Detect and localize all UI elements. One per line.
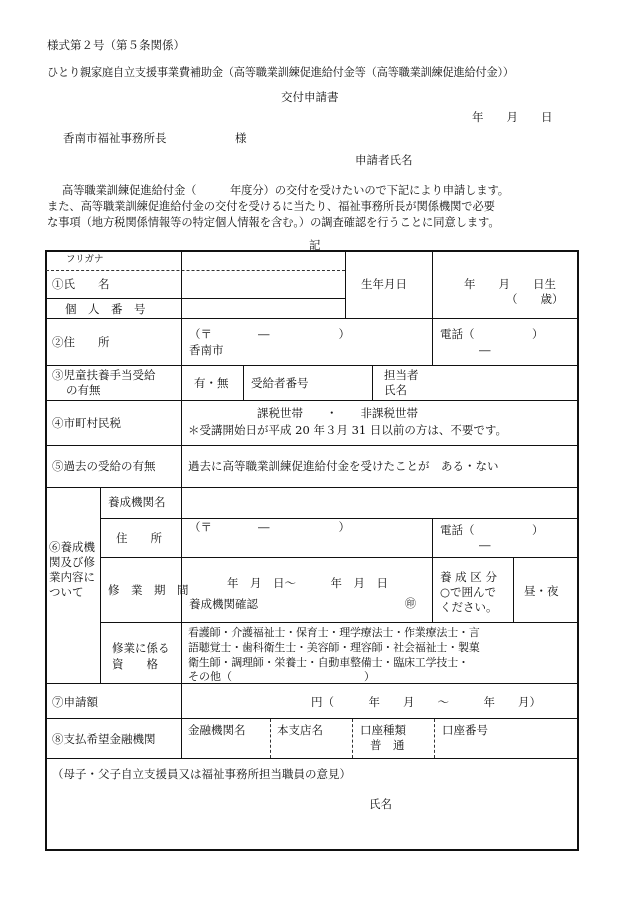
allowance-choice[interactable]: 有・無 xyxy=(194,376,229,390)
age-value[interactable]: （ 歳） xyxy=(506,292,564,306)
allowance-label-2: の有無 xyxy=(66,383,101,397)
form-subtitle: 交付申請書 xyxy=(281,90,339,104)
birth-date-value[interactable]: 年 月 日生 xyxy=(464,277,556,291)
day-night-choice[interactable]: 昼・夜 xyxy=(524,584,559,598)
phone-label[interactable]: 電話（ ） xyxy=(440,327,544,341)
bank-name-label[interactable]: 金融機関名 xyxy=(188,723,246,737)
form-number: 様式第２号（第５条関係） xyxy=(47,38,185,52)
qualification-label: 修業に係る xyxy=(112,641,170,655)
tax-label: ④市町村民税 xyxy=(52,416,121,430)
institution-name-label: 養成機関名 xyxy=(108,495,166,509)
form-title: ひとり親家庭自立支援事業費補助金（高等職業訓練促進給付金等（高等職業訓練促進給付金）） xyxy=(47,66,514,79)
division-label: 養 成 区 分 xyxy=(440,570,497,584)
address-label: ②住 所 xyxy=(52,335,110,349)
qualification-other[interactable]: その他（ ） xyxy=(188,670,375,683)
opinion-input[interactable] xyxy=(47,785,577,847)
honorific: 様 xyxy=(235,131,247,145)
staff-name-label[interactable]: 氏名 xyxy=(384,383,407,397)
institution-address-label: 住 所 xyxy=(116,531,162,545)
study-period-label: 修 業 期 間 xyxy=(108,583,189,597)
my-number-input[interactable] xyxy=(182,299,344,318)
past-receipt-label: ⑤過去の受給の有無 xyxy=(52,459,156,473)
seal-icon: ㊞ xyxy=(405,597,416,610)
amount-value[interactable]: 円（ 年 月 〜 年 月） xyxy=(311,695,541,709)
bank-label: ⑧支払希望金融機関 xyxy=(52,732,156,746)
institution-confirm-label: 養成機関確認 xyxy=(189,597,258,611)
intro-line-3: な事項（地方税関係情報等の特定個人情報を含む。）の調査確認を行うことに同意します。 xyxy=(47,216,500,229)
staff-label: 担当者 xyxy=(384,368,419,382)
tax-choice[interactable]: 課税世帯 ・ 非課税世帯 xyxy=(257,406,418,420)
signature-label: 氏名 xyxy=(369,797,392,811)
addressee: 香南市福祉事務所長 xyxy=(63,131,167,145)
phone-dash: ― xyxy=(479,343,491,357)
study-period-value[interactable]: 年 月 日〜 年 月 日 xyxy=(227,576,388,590)
recipient-number-label[interactable]: 受給者番号 xyxy=(251,376,309,390)
qualification-list-1[interactable]: 看護師・介護福祉士・保育士・理学療法士・作業療法士・言 xyxy=(188,626,480,639)
institution-postal-code[interactable]: （〒 ― ） xyxy=(189,520,350,534)
account-number-label[interactable]: 口座番号 xyxy=(442,723,488,737)
ki-mark: 記 xyxy=(309,238,321,252)
tax-note: ＊受講開始日が平成 20 年３月 31 日以前の方は、不要です。 xyxy=(188,423,507,437)
name-label: ①氏 名 xyxy=(52,277,110,291)
city-name[interactable]: 香南市 xyxy=(189,343,224,357)
intro-line-1: 高等職業訓練促進給付金（ 年度分）の交付を受けたいので下記により申請します。 xyxy=(62,184,509,197)
application-date[interactable]: 年 月 日 xyxy=(472,110,553,124)
past-receipt-choice[interactable]: 過去に高等職業訓練促進給付金を受けたことが ある・ない xyxy=(188,459,499,473)
institution-phone-dash: ― xyxy=(479,538,491,552)
my-number-label: 個 人 番 号 xyxy=(65,302,146,316)
birth-date-label: 生年月日 xyxy=(361,277,407,291)
furigana-label: フリガナ xyxy=(66,254,104,265)
branch-name-label[interactable]: 本支店名 xyxy=(277,723,323,737)
qualification-list-3[interactable]: 衛生師・調理師・栄養士・自動車整備士・臨床工学技士・ xyxy=(188,656,469,669)
institution-phone-label[interactable]: 電話（ ） xyxy=(440,523,544,537)
account-type-label: 口座種類 xyxy=(360,723,406,737)
division-instruction-2: ください。 xyxy=(440,600,498,614)
name-input[interactable] xyxy=(182,271,344,298)
amount-label: ⑦申請額 xyxy=(52,695,98,709)
postal-code[interactable]: （〒 ― ） xyxy=(189,327,350,341)
applicant-name-label[interactable]: 申請者氏名 xyxy=(355,153,413,167)
division-instruction: ○で囲んで xyxy=(440,585,497,599)
qualification-list-2[interactable]: 語聴覚士・歯科衛生士・美容師・理容師・社会福祉士・製菓 xyxy=(188,641,480,654)
institution-name-input[interactable] xyxy=(182,488,578,517)
section6-label: ⑥養成機関及び修業内容について xyxy=(49,540,95,599)
furigana-input[interactable] xyxy=(182,251,344,270)
intro-line-2: また、高等職業訓練促進給付金の交付を受けるに当たり、福祉事務所長が関係機関で必要 xyxy=(47,200,495,213)
qualification-label-2: 資 格 xyxy=(112,657,158,671)
allowance-label: ③児童扶養手当受給 xyxy=(52,368,156,382)
account-type-value[interactable]: 普 通 xyxy=(370,738,405,752)
opinion-label: （母子・父子自立支援員又は福祉事務所担当職員の意見） xyxy=(52,767,351,781)
